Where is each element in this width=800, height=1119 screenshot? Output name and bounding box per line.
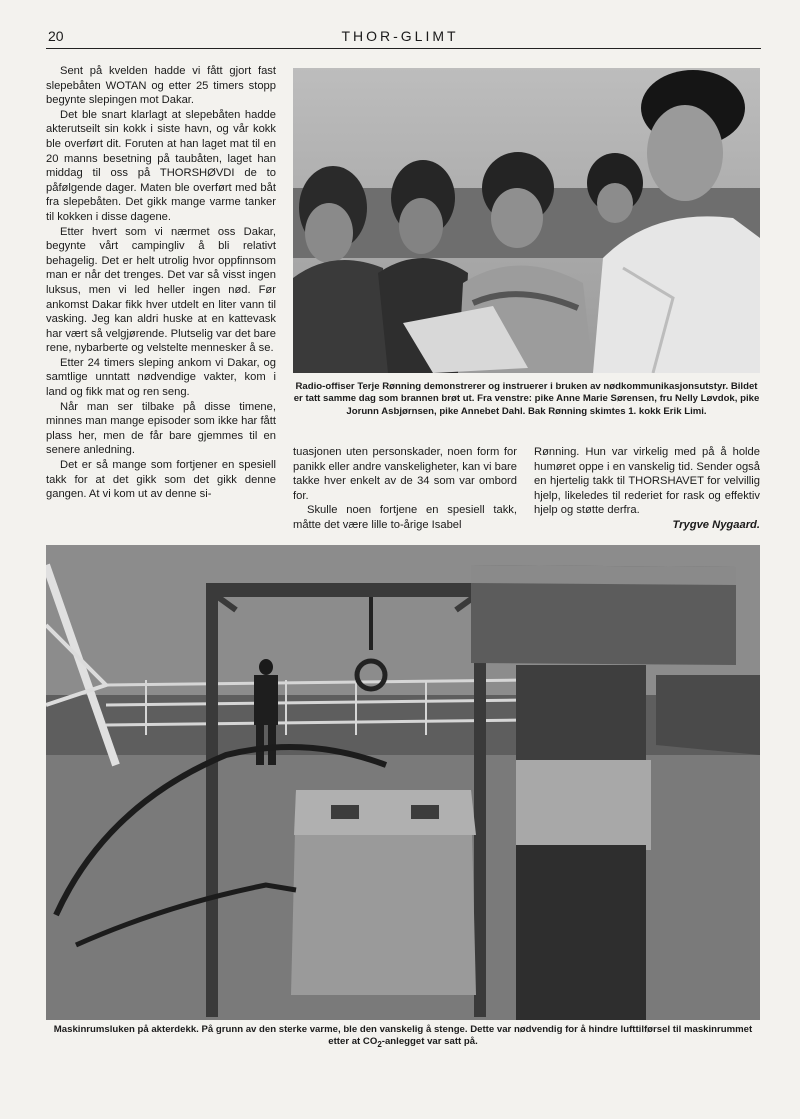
caption-subscript: 2 [377,1040,382,1050]
paragraph: Skulle noen fortjene en spesiell takk, måtte det være lille to-årige Isabel [293,504,517,531]
photo-caption-radio-officer: Radio-offiser Terje Rønning demonstrerer og instruerer i bruken av nødkommunikasjonsutstyr. Bildet er tatt samme dag som brannen brøt ut. Fra venstre: pike Anne Marie Sørensen, fru Nelly Løvdok, pike Jorunn Asbjørnsen, pike Annebet Dahl. Bak Rønning skimtes 1. kokk Erik Limi. [293,381,760,417]
paragraph: tuasjonen uten personskader, noen form for panikk eller andre vanskeligheter, kan vi bare takke hver enkelt av de 34 som var ombord for. [293,446,517,502]
author-signature: Trygve Nygaard. [672,518,760,531]
paragraph: Etter hvert som vi nærmet oss Dakar, begynte vårt campingliv å bli relativt behagelig. Det er helt utrolig hvor oppfinnsom man er når det trenges. Det var så visst ingen luksus, men vi led heller ingen nød. Før ankomst Dakar fikk hver utdelt en liter vann til vasking. Jeg kan aldri huske at en kattevask har vært så velgjørende. Plutselig var det bare rene, nybarberte og velstelte mennesker å se. [46,225,276,355]
paragraph: Det er så mange som fortjener en spesiell takk for at det gikk som det gikk denne gangen. At vi kom ut av denne si- [46,459,276,501]
paragraph: Når man ser tilbake på disse timene, minnes man mange episoder som ikke har fått plass her, men de får bare gjemmes til en senere anledning. [46,400,276,457]
magazine-title: THOR-GLIMT [341,28,459,44]
photo-engine-room-hatch-image [46,545,760,1020]
paragraph: Det ble snart klarlagt at slepebåten hadde akterutseilt sin kokk i siste havn, og vår kokk ble overført dit. Foruten at han laget mat til en 20 manns besetning på taubåten, laget han middag til oss på THORSHØVDI de to påfølgende dager. Maten ble overført med båt fra slepebåten. Det gikk mange varme tanker til kokken i disse dagene. [46,108,276,223]
header-rule [46,48,761,49]
article-column-3 [534,445,760,533]
paragraph: Sent på kvelden hadde vi fått gjort fast slepebåten WOTAN og etter 25 timers stopp begynte slepingen mot Dakar. [46,65,276,107]
paragraph: Etter 24 timers sleping ankom vi Dakar, og samtlige unntatt nødvendige vakter, kom i land og fikk mat og ren seng. [46,356,276,399]
page-number: 20 [48,28,64,44]
caption-text: Maskinrumsluken på akterdekk. På grunn av den sterke varme, ble den vanskelig å stenge. Dette var nødvendig for å hindre lufttilførsel til maskinrummet etter at CO [53,1024,753,1048]
caption-text-end: -anlegget var satt på. [381,1036,478,1048]
photo-caption-engine-room-hatch [46,1024,760,1052]
paragraph: Rønning. Hun var virkelig med på å holde humøret oppe i en vanskelig tid. Sender også en hjertelig takk til THORSHAVET for velvillig hjelp, likeledes til rederiet for rask og effektiv hjelp og støtte derfra. [534,446,760,517]
photo-radio-officer-image [293,68,760,373]
article-column-2 [293,445,517,533]
article-column-1 [46,64,276,502]
photo-engine-room-hatch [46,545,760,1020]
photo-radio-officer-demonstration [293,68,760,373]
